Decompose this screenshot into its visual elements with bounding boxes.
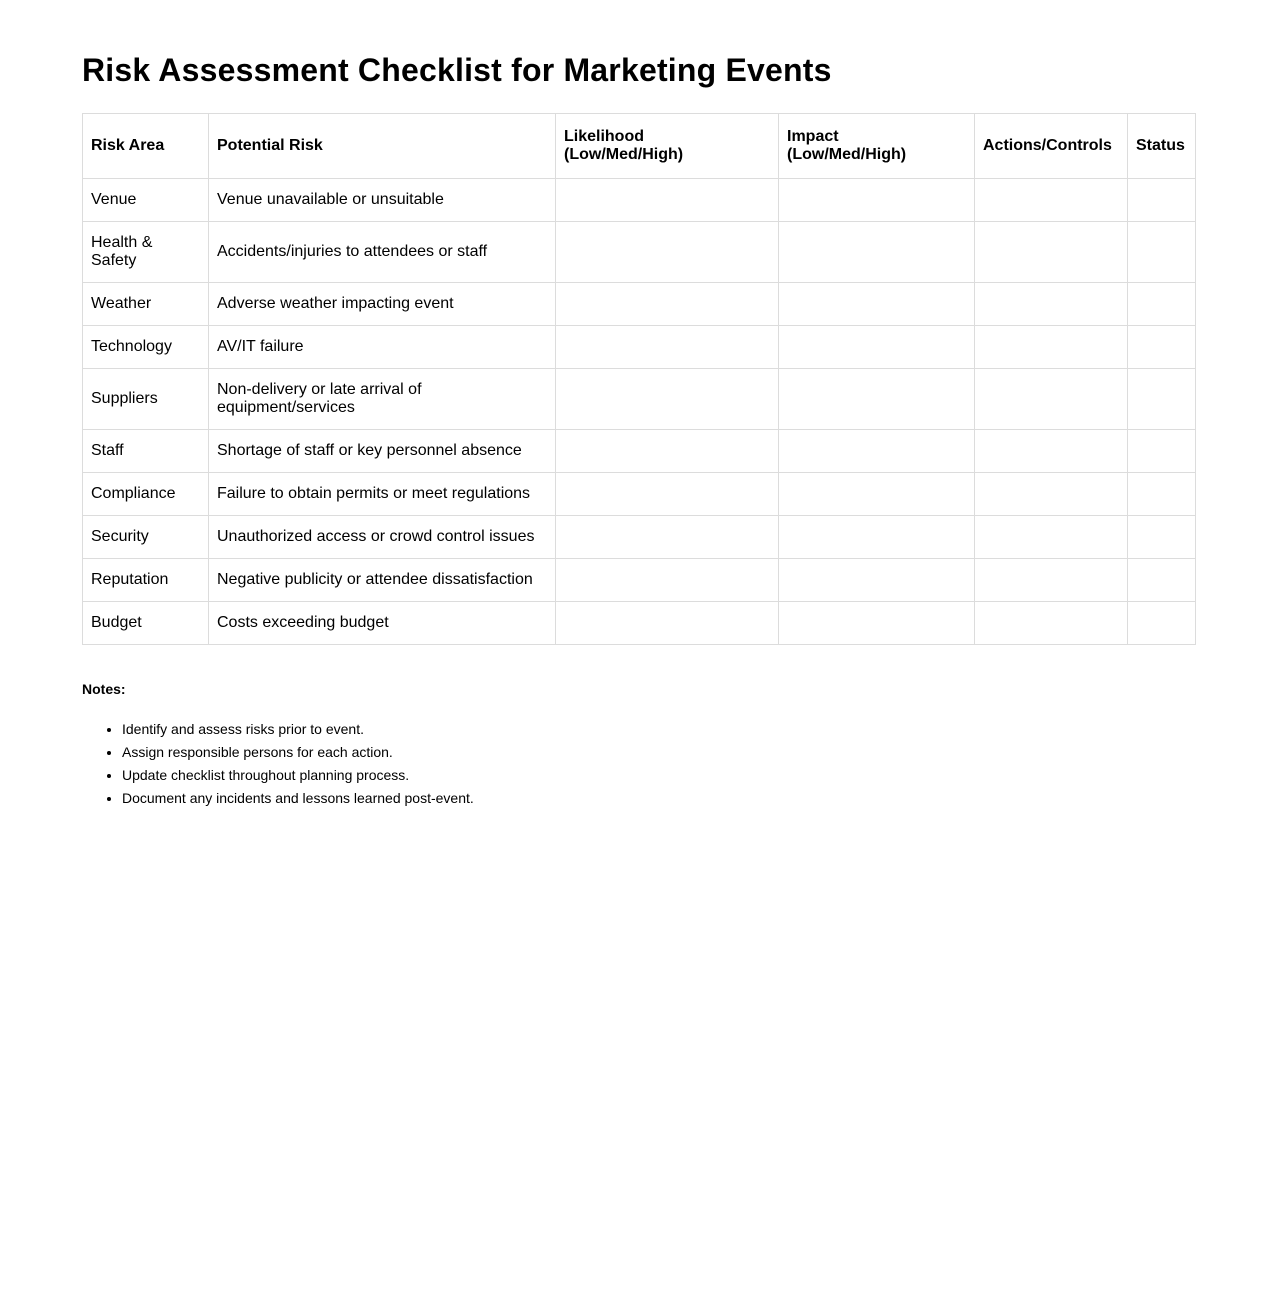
cell-risk-area: Venue — [83, 179, 209, 222]
note-item: • Assign responsible persons for each action. — [122, 741, 1196, 764]
cell-likelihood[interactable] — [556, 369, 779, 430]
cell-impact[interactable] — [779, 430, 975, 473]
table-row — [83, 430, 1196, 473]
cell-impact[interactable] — [779, 473, 975, 516]
cell-status[interactable] — [1128, 602, 1196, 645]
cell-impact[interactable] — [779, 602, 975, 645]
table-row — [83, 516, 1196, 559]
header-potential-risk — [209, 114, 556, 179]
cell-likelihood[interactable] — [556, 326, 779, 369]
cell-actions[interactable] — [975, 326, 1128, 369]
cell-status[interactable] — [1128, 430, 1196, 473]
page-title: Risk Assessment Checklist for Marketing Events — [82, 52, 832, 88]
header-status — [1128, 114, 1196, 179]
header-label: Likelihood — [564, 128, 644, 145]
table-row — [83, 283, 1196, 326]
table-row — [83, 222, 1196, 283]
cell-actions[interactable] — [975, 516, 1128, 559]
cell-impact[interactable] — [779, 326, 975, 369]
table-row — [83, 559, 1196, 602]
cell-potential-risk: AV/IT failure — [209, 326, 556, 369]
cell-risk-area: Reputation — [83, 559, 209, 602]
cell-actions[interactable] — [975, 283, 1128, 326]
cell-likelihood[interactable] — [556, 602, 779, 645]
cell-risk-area: Technology — [83, 326, 209, 369]
cell-risk-area: Security — [83, 516, 209, 559]
note-item: • Document any incidents and lessons learned post-event. — [122, 787, 1196, 810]
table-row — [83, 369, 1196, 430]
cell-likelihood[interactable] — [556, 222, 779, 283]
header-impact — [779, 114, 975, 179]
cell-actions[interactable] — [975, 369, 1128, 430]
header-label: Actions/Controls — [983, 137, 1112, 154]
table-header-row — [83, 114, 1196, 179]
cell-likelihood[interactable] — [556, 516, 779, 559]
cell-potential-risk: Costs exceeding budget — [209, 602, 556, 645]
cell-potential-risk: Failure to obtain permits or meet regulations — [209, 473, 556, 516]
cell-likelihood[interactable] — [556, 283, 779, 326]
cell-impact[interactable] — [779, 559, 975, 602]
cell-potential-risk: Adverse weather impacting event — [209, 283, 556, 326]
notes-list — [82, 718, 1196, 810]
cell-risk-area: Suppliers — [83, 369, 209, 430]
table-row — [83, 179, 1196, 222]
cell-status[interactable] — [1128, 222, 1196, 283]
table-row — [83, 602, 1196, 645]
header-sublabel: (Low/Med/High) — [787, 146, 907, 163]
cell-impact[interactable] — [779, 369, 975, 430]
note-item: • Identify and assess risks prior to event. — [122, 718, 1196, 741]
cell-potential-risk: Accidents/injuries to attendees or staff — [209, 222, 556, 283]
cell-actions[interactable] — [975, 473, 1128, 516]
cell-risk-area: Health & Safety — [83, 222, 209, 283]
cell-potential-risk: Unauthorized access or crowd control issues — [209, 516, 556, 559]
header-label: Status — [1136, 137, 1185, 154]
risk-checklist-table — [82, 113, 1196, 645]
header-actions-controls — [975, 114, 1128, 179]
cell-status[interactable] — [1128, 369, 1196, 430]
cell-actions[interactable] — [975, 222, 1128, 283]
header-label: Potential Risk — [217, 137, 323, 154]
cell-risk-area: Weather — [83, 283, 209, 326]
header-label: Impact — [787, 128, 839, 145]
cell-risk-area: Compliance — [83, 473, 209, 516]
cell-likelihood[interactable] — [556, 430, 779, 473]
header-label: Risk Area — [91, 137, 165, 154]
cell-actions[interactable] — [975, 179, 1128, 222]
note-item: • Update checklist throughout planning process. — [122, 764, 1196, 787]
cell-risk-area: Budget — [83, 602, 209, 645]
cell-actions[interactable] — [975, 430, 1128, 473]
cell-likelihood[interactable] — [556, 473, 779, 516]
header-likelihood — [556, 114, 779, 179]
cell-status[interactable] — [1128, 473, 1196, 516]
cell-potential-risk: Shortage of staff or key personnel absence — [209, 430, 556, 473]
cell-actions[interactable] — [975, 602, 1128, 645]
cell-status[interactable] — [1128, 179, 1196, 222]
cell-impact[interactable] — [779, 222, 975, 283]
cell-status[interactable] — [1128, 326, 1196, 369]
cell-status[interactable] — [1128, 283, 1196, 326]
cell-potential-risk: Venue unavailable or unsuitable — [209, 179, 556, 222]
cell-risk-area: Staff — [83, 430, 209, 473]
cell-impact[interactable] — [779, 283, 975, 326]
cell-status[interactable] — [1128, 559, 1196, 602]
table-row — [83, 473, 1196, 516]
table-row — [83, 326, 1196, 369]
cell-impact[interactable] — [779, 516, 975, 559]
cell-actions[interactable] — [975, 559, 1128, 602]
notes-heading: Notes: — [82, 681, 126, 697]
cell-status[interactable] — [1128, 516, 1196, 559]
cell-potential-risk: Non-delivery or late arrival of equipment/services — [209, 369, 556, 430]
header-risk-area — [83, 114, 209, 179]
header-sublabel: (Low/Med/High) — [564, 146, 684, 163]
cell-likelihood[interactable] — [556, 559, 779, 602]
cell-potential-risk: Negative publicity or attendee dissatisfaction — [209, 559, 556, 602]
cell-likelihood[interactable] — [556, 179, 779, 222]
cell-impact[interactable] — [779, 179, 975, 222]
